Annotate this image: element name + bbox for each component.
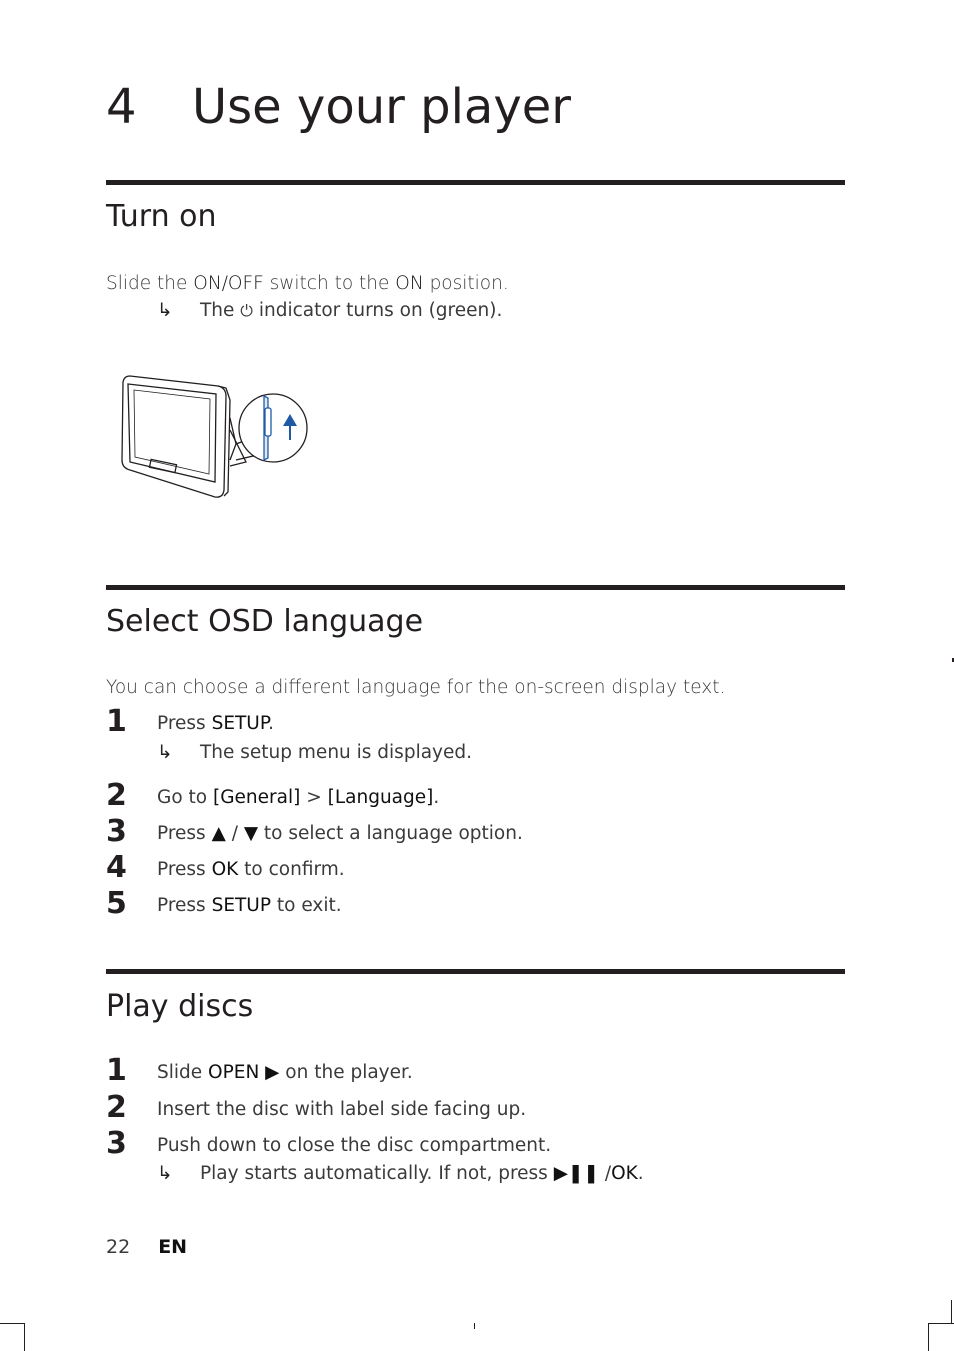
- text: /: [598, 1163, 612, 1184]
- text: position.: [423, 273, 509, 294]
- up-triangle-icon: ▲: [211, 823, 226, 844]
- text: Play starts automatically. If not, press: [200, 1163, 554, 1184]
- language-code: EN: [158, 1236, 188, 1258]
- chapter-title-text: Use your player: [192, 79, 572, 135]
- text: Press: [157, 859, 212, 880]
- turn-on-result: [157, 298, 502, 324]
- step-text: [157, 857, 345, 883]
- text: .: [433, 787, 440, 808]
- power-icon: ⏻: [240, 301, 253, 320]
- section-rule-osd: [106, 585, 845, 590]
- osd-step-2: [106, 778, 846, 813]
- text-separator: /: [221, 273, 228, 294]
- play-icon: ▶: [265, 1062, 280, 1083]
- step-text: Insert the disc with label side facing up.: [157, 1099, 527, 1120]
- heading-play-discs: Play discs: [106, 989, 254, 1024]
- text: to confirm.: [238, 859, 345, 880]
- text: indicator turns on (green).: [252, 300, 503, 321]
- switch-zoom-circle: [239, 394, 307, 462]
- step-number: 2: [106, 778, 127, 813]
- play-step-3: [106, 1126, 846, 1161]
- keyword-off: OFF: [227, 273, 264, 294]
- crop-mark: [0, 1323, 24, 1324]
- page-footer: [106, 1234, 187, 1260]
- text: switch to the: [263, 273, 396, 294]
- text: to select a language option.: [258, 823, 523, 844]
- osd-step-1: [106, 704, 846, 739]
- keyword-ok: OK: [211, 859, 239, 880]
- chapter-number: 4: [106, 79, 137, 135]
- crop-mark: [24, 1323, 25, 1351]
- osd-intro: You can choose a different language for the on-screen display text.: [106, 677, 726, 698]
- text: to exit.: [271, 895, 342, 916]
- keyword-general: [General]: [213, 787, 301, 808]
- osd-step-3: [106, 814, 846, 849]
- section-rule-turn-on: [106, 180, 845, 185]
- step-text: [157, 785, 439, 811]
- step-number: 2: [106, 1090, 127, 1125]
- step-text: [157, 893, 342, 919]
- step-text: [157, 1060, 413, 1086]
- keyword-setup: SETUP: [211, 895, 272, 916]
- step-number: 3: [106, 814, 127, 849]
- text: Press: [157, 713, 212, 734]
- keyword-language: [Language]: [327, 787, 434, 808]
- down-triangle-icon: ▼: [243, 823, 259, 844]
- text: on the player.: [279, 1062, 413, 1083]
- turn-on-instruction: [106, 271, 509, 297]
- play-step-3-result: [157, 1161, 644, 1187]
- play-step-2: [106, 1090, 846, 1125]
- crop-mark: [928, 1323, 929, 1351]
- osd-step-5: [106, 886, 846, 921]
- step-number: 1: [106, 1053, 127, 1088]
- text: .: [637, 1163, 644, 1184]
- heading-osd-language: Select OSD language: [106, 604, 424, 639]
- crop-mark: [928, 1323, 954, 1324]
- crop-mark: [474, 1323, 475, 1329]
- result-arrow-icon: ↳: [157, 1163, 173, 1184]
- keyword-setup: SETUP: [211, 713, 269, 734]
- play-pause-icon: ▶❚❚: [553, 1163, 599, 1184]
- step-text: [157, 821, 523, 847]
- crop-mark: [951, 1300, 952, 1323]
- text: Press: [157, 895, 212, 916]
- step-text: [157, 711, 274, 737]
- step-text: Push down to close the disc compartment.: [157, 1135, 552, 1156]
- text: The setup menu is displayed.: [200, 742, 472, 763]
- play-step-1: [106, 1053, 846, 1088]
- text: Go to: [157, 787, 213, 808]
- text: >: [300, 787, 328, 808]
- text: Slide the: [106, 273, 194, 294]
- osd-step-1-result: [157, 740, 472, 766]
- step-number: 1: [106, 704, 127, 739]
- text: Slide: [157, 1062, 209, 1083]
- text: .: [268, 713, 275, 734]
- step-number: 5: [106, 886, 127, 921]
- keyword-ok: OK: [611, 1163, 638, 1184]
- heading-turn-on: Turn on: [106, 199, 217, 234]
- text: /: [225, 823, 244, 844]
- text: Press: [157, 823, 212, 844]
- player-illustration: [118, 370, 313, 505]
- section-rule-play: [106, 969, 845, 974]
- step-number: 4: [106, 850, 127, 885]
- text: The: [200, 300, 241, 321]
- keyword-on: ON: [193, 273, 222, 294]
- page-number: 22: [106, 1236, 131, 1258]
- step-number: 3: [106, 1126, 127, 1161]
- keyword-on: ON: [395, 273, 424, 294]
- result-arrow-icon: ↳: [157, 742, 173, 763]
- osd-step-4: [106, 850, 846, 885]
- keyword-open: OPEN: [208, 1062, 260, 1083]
- chapter-title: [106, 78, 571, 136]
- result-arrow-icon: ↳: [157, 300, 173, 321]
